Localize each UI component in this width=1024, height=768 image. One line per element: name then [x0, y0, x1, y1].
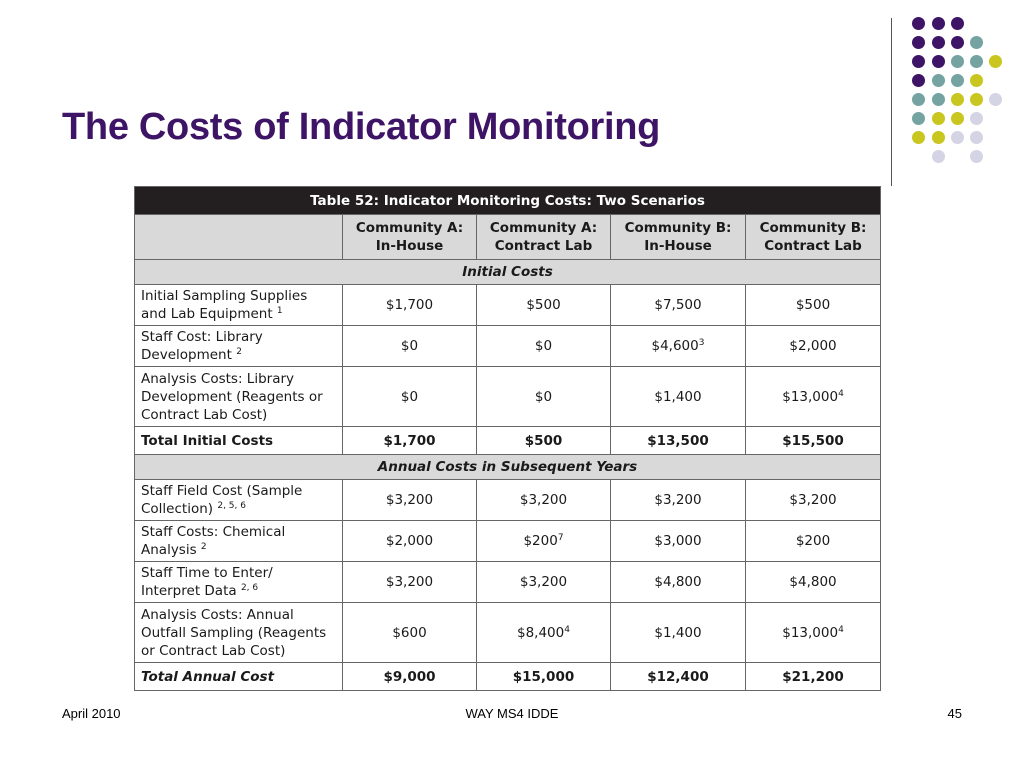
header-blank-cell — [135, 215, 343, 260]
footnote-marker: 1 — [276, 306, 283, 316]
dot — [912, 131, 925, 144]
dot — [912, 74, 925, 87]
row-label — [135, 480, 343, 521]
table-caption: Table 52: Indicator Monitoring Costs: Two Scenarios — [135, 187, 881, 215]
dot — [912, 93, 925, 106]
cost-value-text: $0 — [400, 338, 419, 354]
cost-value-text: $200 — [523, 533, 558, 549]
cost-value-text: $2,000 — [789, 338, 837, 354]
table-row — [135, 521, 881, 562]
column-header — [611, 215, 746, 260]
total-value: $12,400 — [611, 663, 746, 691]
total-row-annual — [135, 663, 881, 691]
cost-value-text: $4,800 — [789, 574, 837, 590]
table-row — [135, 603, 881, 663]
column-header-line2: Contract Lab — [494, 238, 593, 254]
cost-value — [611, 562, 746, 603]
row-label-text: Staff Cost: Library Development — [141, 329, 263, 363]
dot — [932, 17, 945, 30]
total-value: $13,500 — [611, 427, 746, 455]
row-label-text: Staff Costs: Chemical Analysis — [141, 524, 286, 558]
cost-value — [343, 521, 477, 562]
table-row — [135, 285, 881, 326]
dot — [951, 55, 964, 68]
dot — [970, 131, 983, 144]
cost-value — [611, 521, 746, 562]
dot — [932, 131, 945, 144]
dot — [932, 74, 945, 87]
section-row-initial — [135, 260, 881, 285]
cost-value — [611, 326, 746, 367]
cost-table — [134, 186, 881, 691]
footer-center-text: WAY MS4 IDDE — [465, 706, 559, 721]
cost-value — [477, 480, 611, 521]
cost-value-text: $13,000 — [782, 624, 839, 641]
cost-table-container — [134, 186, 880, 691]
cost-value — [477, 521, 611, 562]
decorative-dot-grid — [0, 0, 1024, 200]
footnote-marker: 2 — [200, 542, 207, 552]
row-label — [135, 562, 343, 603]
divider-line — [891, 18, 892, 186]
table-row — [135, 367, 881, 427]
footnote-marker: 4 — [838, 388, 844, 399]
cost-value — [343, 367, 477, 427]
row-label — [135, 285, 343, 326]
cost-value — [611, 367, 746, 427]
footnote-marker: 7 — [557, 533, 564, 543]
section-row-annual — [135, 455, 881, 480]
dot — [932, 112, 945, 125]
dot — [912, 17, 925, 30]
table-row — [135, 326, 881, 367]
cost-value — [477, 285, 611, 326]
dot — [951, 131, 964, 144]
cost-value — [746, 521, 881, 562]
initial-costs-body — [135, 285, 881, 427]
cost-value — [746, 326, 881, 367]
footnote-marker: 4 — [838, 624, 844, 635]
total-label: Total Initial Costs — [135, 427, 343, 455]
footnote-marker: 2, 6 — [240, 583, 259, 593]
cost-value — [746, 367, 881, 427]
row-label-text: Analysis Costs: Library Development (Reagents or Contract Lab Cost) — [141, 370, 323, 423]
column-header-line1: Community A: — [489, 220, 598, 236]
cost-value-text: $3,000 — [654, 533, 702, 549]
total-value: $500 — [477, 427, 611, 455]
column-header — [343, 215, 477, 260]
cost-value-text: $3,200 — [519, 492, 568, 508]
cost-value-text: $3,200 — [519, 574, 568, 590]
footnote-marker: 4 — [564, 624, 570, 635]
cost-value — [477, 562, 611, 603]
column-header-line1: Community A: — [355, 220, 464, 236]
table-header-row — [135, 215, 881, 260]
footnote-marker: 3 — [698, 338, 705, 348]
column-header — [746, 215, 881, 260]
cost-value-text: $7,500 — [654, 297, 702, 313]
row-label — [135, 367, 343, 427]
total-value: $9,000 — [343, 663, 477, 691]
cost-value-text: $3,200 — [654, 492, 702, 508]
slide-title: The Costs of Indicator Monitoring — [62, 106, 661, 148]
dot — [989, 55, 1002, 68]
section-label: Annual Costs in Subsequent Years — [135, 455, 881, 480]
row-label-text: Staff Time to Enter/ Interpret Data — [141, 565, 273, 599]
footnote-marker: 2, 5, 6 — [217, 501, 246, 511]
annual-costs-body — [135, 480, 881, 663]
footnote-marker: 2 — [236, 347, 242, 357]
cost-value-text: $4,600 — [651, 338, 699, 354]
cost-value — [477, 603, 611, 663]
dot — [932, 150, 945, 163]
dot — [970, 112, 983, 125]
cost-value — [746, 603, 881, 663]
dot — [932, 36, 945, 49]
cost-value — [611, 480, 746, 521]
column-header-line2: Contract Lab — [764, 238, 862, 254]
cost-value-text: $500 — [795, 297, 831, 313]
cost-value — [343, 326, 477, 367]
dot — [951, 112, 964, 125]
cost-value-text: $13,000 — [782, 388, 839, 405]
total-value: $15,000 — [477, 663, 611, 691]
table-title-row — [135, 187, 881, 215]
cost-value-text: $3,200 — [385, 492, 434, 508]
dot — [951, 36, 964, 49]
cost-value — [477, 326, 611, 367]
cost-value-text: $600 — [392, 624, 427, 641]
cost-value — [343, 285, 477, 326]
dot — [989, 93, 1002, 106]
total-value: $1,700 — [343, 427, 477, 455]
cost-value-text: $4,800 — [654, 574, 702, 590]
cost-value — [746, 285, 881, 326]
dot — [932, 93, 945, 106]
cost-value-text: $3,200 — [789, 492, 837, 508]
dot — [912, 112, 925, 125]
dot — [951, 93, 964, 106]
cost-value-text: $1,400 — [654, 624, 702, 641]
table-row — [135, 480, 881, 521]
dot — [970, 150, 983, 163]
cost-value-text: $1,700 — [385, 297, 434, 313]
footer-date: April 2010 — [62, 706, 121, 721]
column-header — [477, 215, 611, 260]
dot — [970, 36, 983, 49]
cost-value — [343, 480, 477, 521]
cost-value-text: $8,400 — [517, 624, 565, 641]
cost-value-text: $3,200 — [385, 574, 434, 590]
column-header-line1: Community B: — [624, 220, 732, 236]
cost-value — [477, 367, 611, 427]
table-row — [135, 562, 881, 603]
cost-value — [746, 480, 881, 521]
cost-value — [343, 562, 477, 603]
cost-value-text: $1,400 — [654, 388, 702, 405]
column-header-line2: In-House — [375, 238, 444, 254]
column-header-line1: Community B: — [759, 220, 867, 236]
row-label — [135, 521, 343, 562]
dot — [912, 55, 925, 68]
cost-value — [611, 285, 746, 326]
cost-value-text: $2,000 — [385, 533, 434, 549]
dot — [912, 36, 925, 49]
dot — [970, 93, 983, 106]
total-row-initial — [135, 427, 881, 455]
cost-value-text: $500 — [526, 297, 561, 313]
cost-value-text: $0 — [400, 388, 419, 405]
dot — [951, 17, 964, 30]
column-header-line2: In-House — [644, 238, 712, 254]
footer-page-number: 45 — [947, 706, 962, 721]
row-label — [135, 326, 343, 367]
dot — [932, 55, 945, 68]
dot — [970, 74, 983, 87]
cost-value — [611, 603, 746, 663]
cost-value-text: $200 — [795, 533, 831, 549]
cost-value-text: $0 — [534, 338, 553, 354]
row-label-text: Staff Field Cost (Sample Collection) — [141, 483, 303, 517]
total-value: $15,500 — [746, 427, 881, 455]
dot — [951, 74, 964, 87]
row-label — [135, 603, 343, 663]
total-value: $21,200 — [746, 663, 881, 691]
row-label-text: Analysis Costs: Annual Outfall Sampling (Reagents or Contract Lab Cost) — [141, 606, 327, 659]
row-label-text: Initial Sampling Supplies and Lab Equipment — [141, 288, 308, 322]
total-label: Total Annual Cost — [135, 663, 343, 691]
cost-value — [343, 603, 477, 663]
cost-value — [746, 562, 881, 603]
dot — [970, 55, 983, 68]
cost-value-text: $0 — [534, 388, 553, 405]
section-label: Initial Costs — [135, 260, 881, 285]
